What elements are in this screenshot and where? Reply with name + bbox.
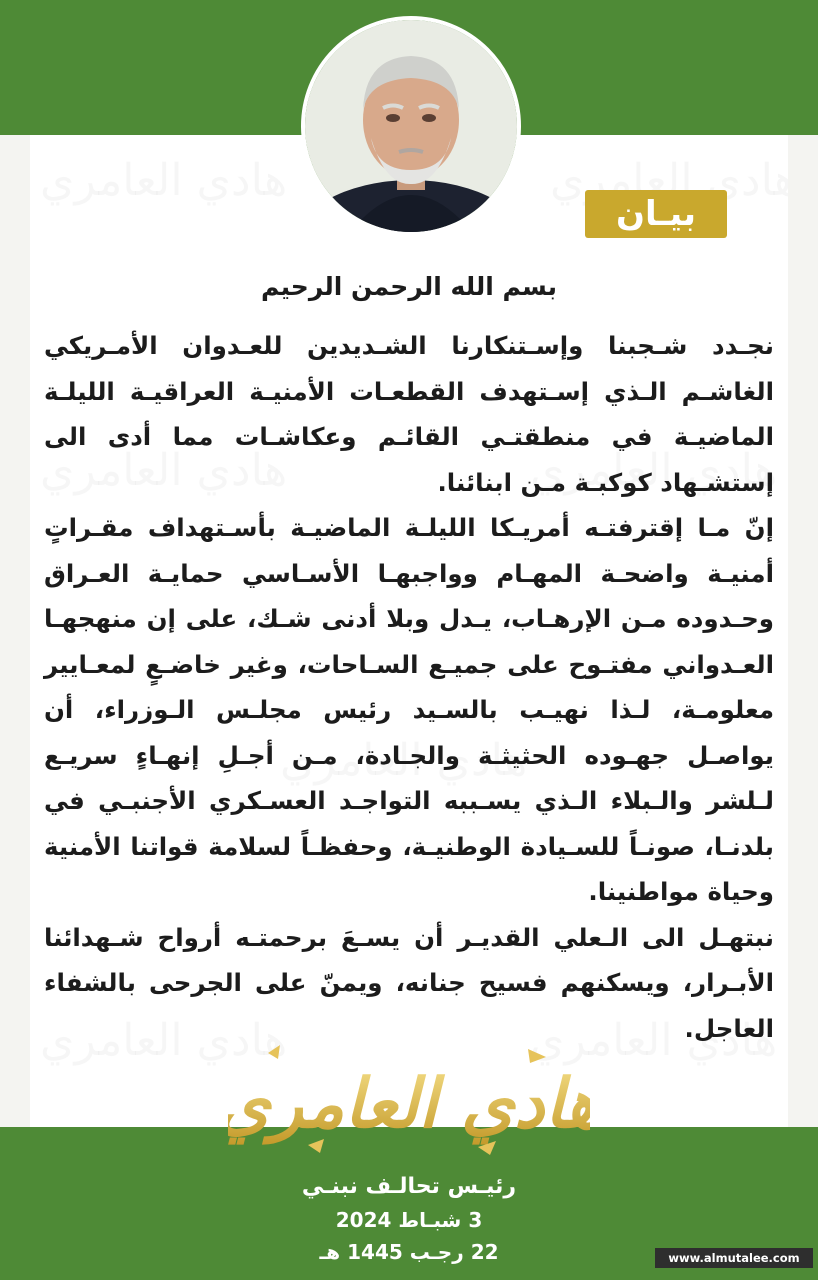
portrait-photo <box>301 16 521 236</box>
watermark-text <box>40 155 287 206</box>
statement-body <box>44 323 774 1051</box>
portrait-illustration <box>305 20 517 232</box>
website-watermark: www.almutalee.com <box>655 1248 813 1268</box>
paragraph: إنّ مـا إقترفتـه أمريـكا الليلـة الماضيـة بأسـتهداف مقـراتٍ أمنيـة واضحـة المهـام وواجبهـا الأسـاسي حمايـة العـراق وحـدوده مـن الإرهـاب، يـدل وبلا أدنى شـك، على إن منهجهـا العـدواني مفتـوح على جميـع السـاحات، وغير خاضـعٍ لمعـايير معلومـة، لـذا نهيـب بالسـيد رئيس مجلـس الـوزراء، أن يواصـل جهـوده الحثيثـة والجـادة، مـن أجـلِ إنهـاءٍ سريـع لـلشر والـبلاء الـذي يسـببه التواجـد العسـكري الأجنبـي في بلدنـا، صونـاً للسـيادة الوطنيـة، وحفظـاً لسلامة قواتنا الأمنية وحياة مواطنينا. <box>44 513 774 906</box>
date-gregorian: 3 شبـاط 2024 <box>335 1208 483 1232</box>
date-hijri: 22 رجـب 1445 هـ <box>319 1240 499 1264</box>
paragraph: نجـدد شـجبنا وإسـتنكارنا الشـديدين للعـدوان الأمـريكي الغاشـم الـذي إسـتهدف القطعـات الأمنيـة العراقيـة الليلـة الماضيـة في منطقتـي القائـم وعكاشـات مما أدى الى إستشـهاد كوكبـة مـن ابنائنا. <box>44 331 774 497</box>
statement-badge: بيـان <box>585 190 727 238</box>
signature-title: رئيـس تحالـف نبنـي <box>301 1174 517 1199</box>
paragraph: نبتهـل الى الـعلي القديـر أن يسـعَ برحمتـه أرواح شـهدائنا الأبـرار، ويسكنهم فسيح جنانه، ويمنّ على الجرحى بالشفاء العاجل. <box>44 922 774 1043</box>
basmala: بسم الله الرحمن الرحيم <box>261 272 557 301</box>
calligraphy-name: هادي العامري <box>228 1064 590 1144</box>
name-calligraphy-logo <box>228 1035 590 1165</box>
